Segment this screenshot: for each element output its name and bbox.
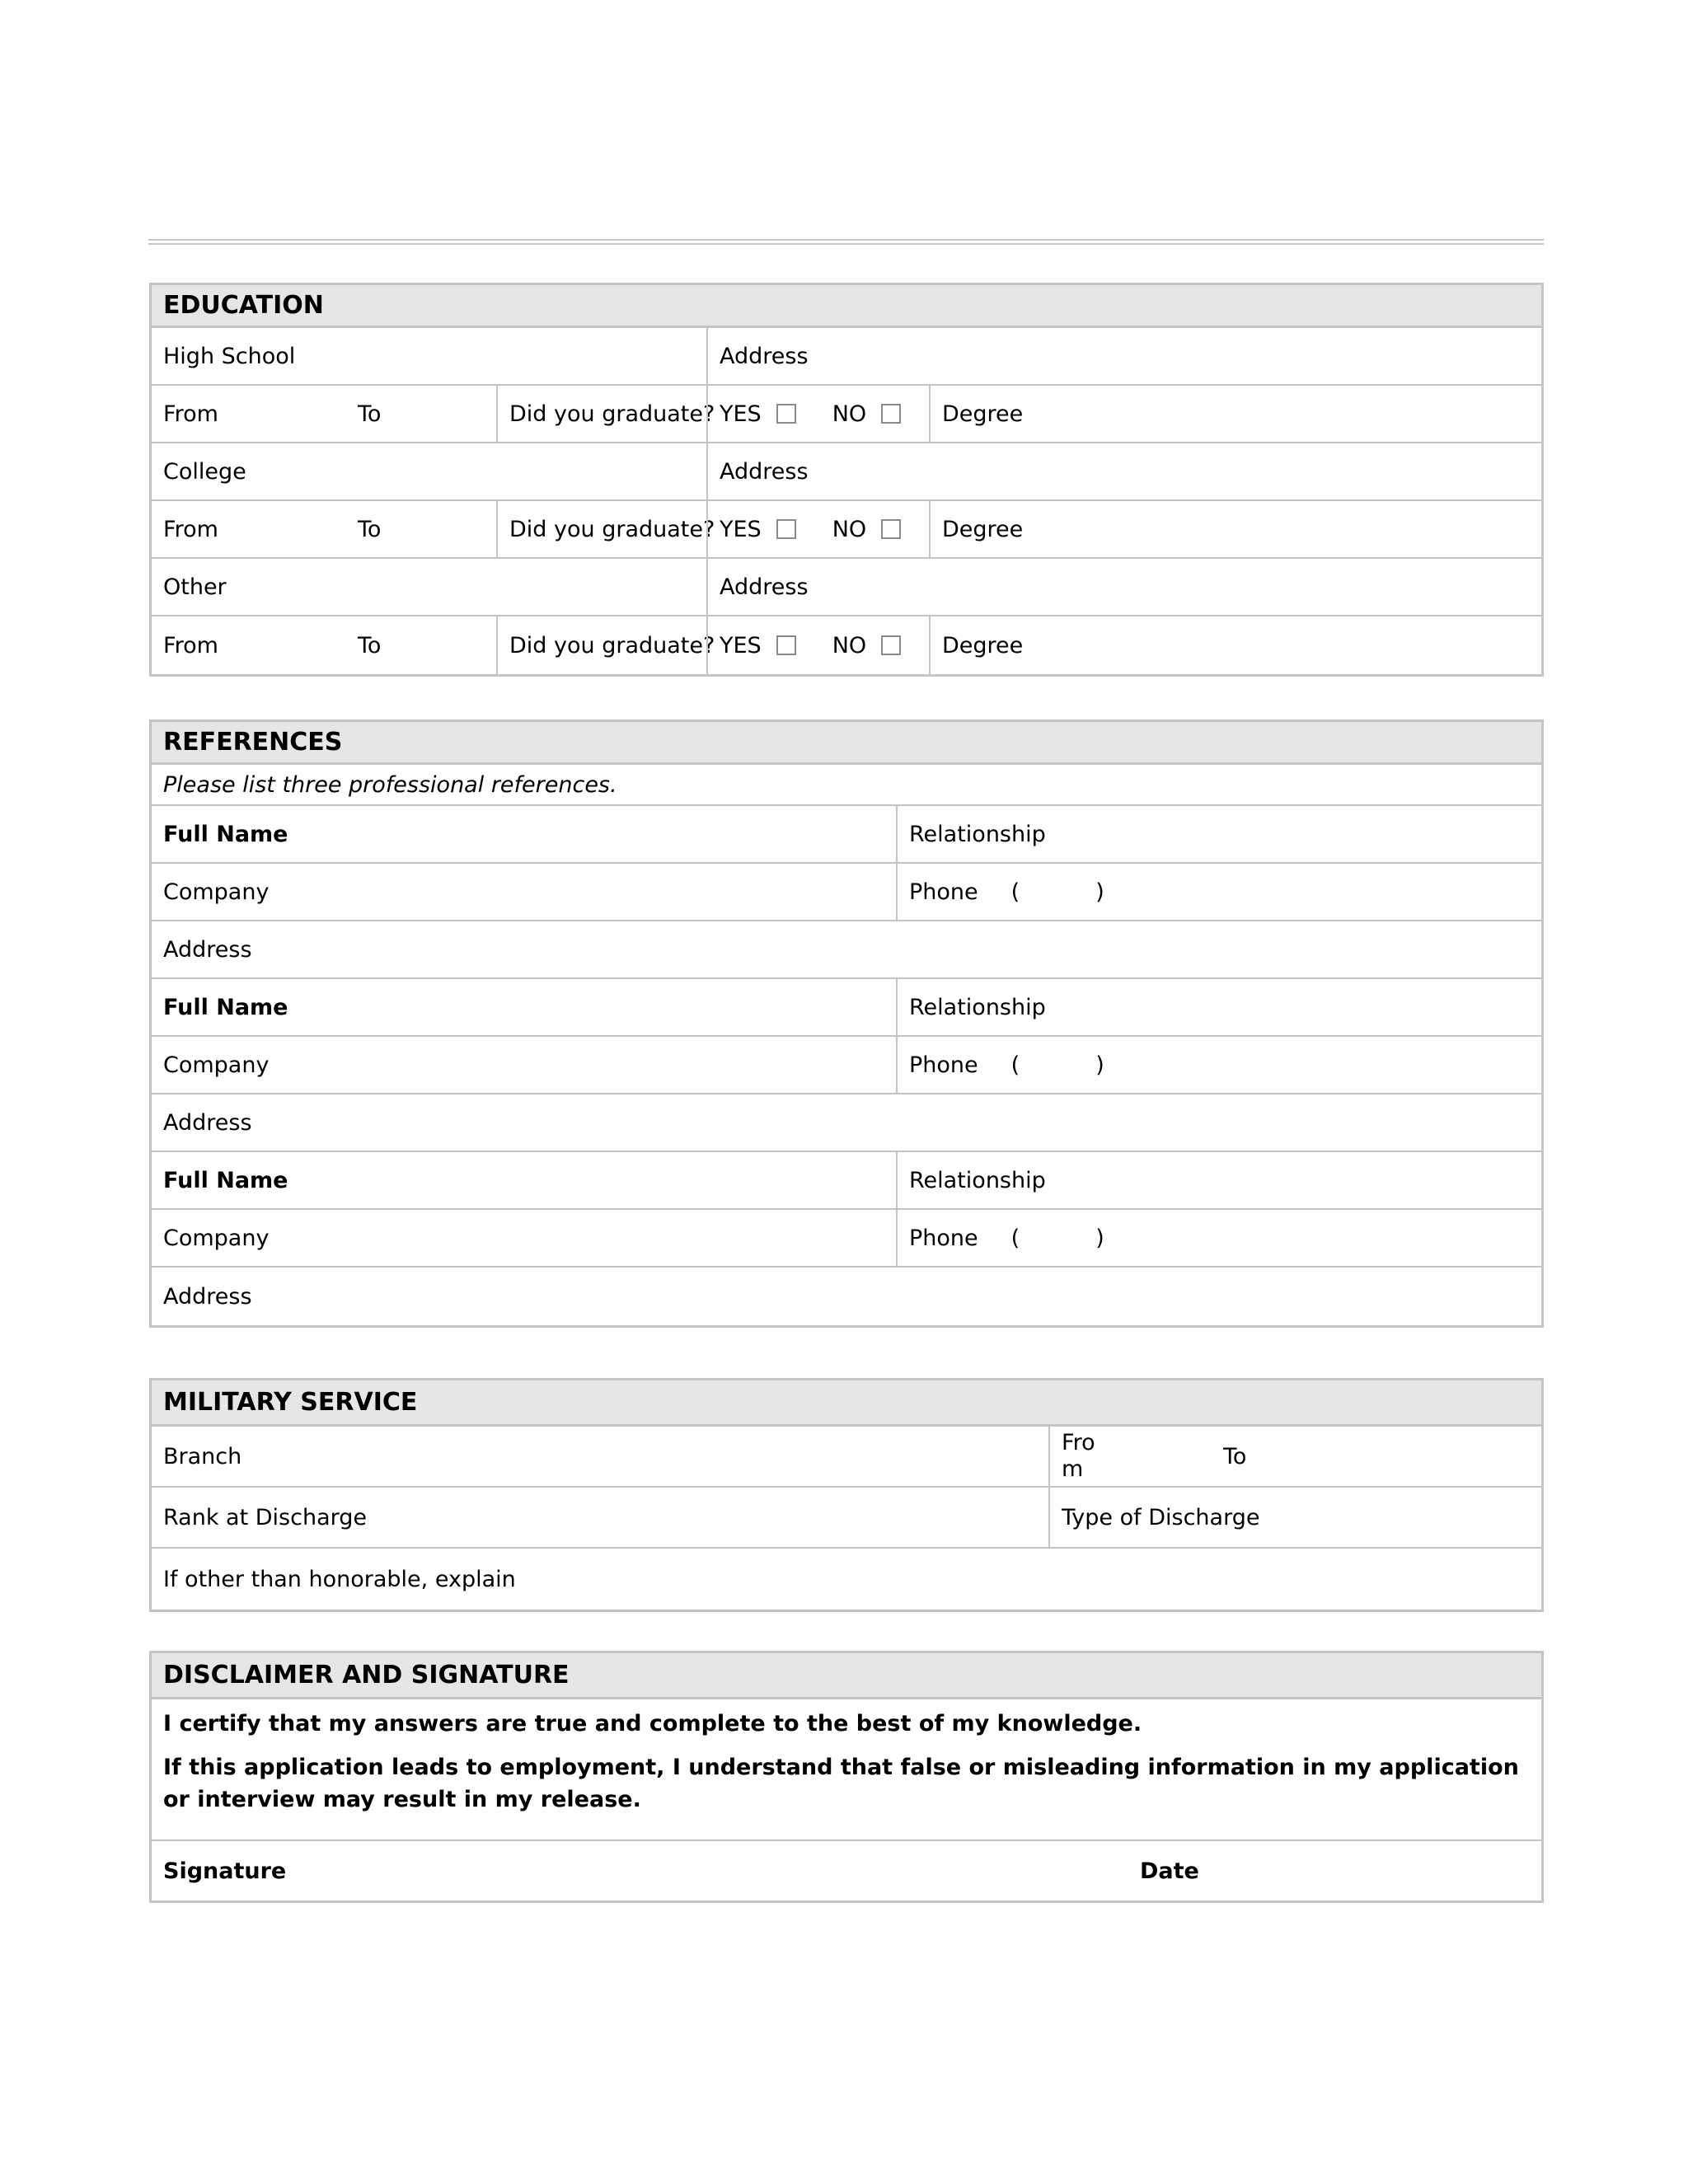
reference-full-name-field[interactable]: Full Name xyxy=(163,1167,288,1193)
yes-checkbox[interactable] xyxy=(776,635,796,655)
phone-label: Phone xyxy=(909,1225,978,1251)
education-dates-row xyxy=(152,386,1541,443)
reference-address-field[interactable]: Address xyxy=(163,936,252,963)
reference-phone-field[interactable] xyxy=(896,1037,1541,1093)
yes-checkbox[interactable] xyxy=(776,519,796,539)
reference-address-field[interactable]: Address xyxy=(163,1283,252,1310)
reference-company-field[interactable]: Company xyxy=(163,1052,270,1078)
to-label: To xyxy=(358,632,382,658)
disclaimer-header: DISCLAIMER AND SIGNATURE xyxy=(152,1653,1541,1699)
disclaimer-text-block xyxy=(152,1699,1541,1841)
college-address-field[interactable]: Address xyxy=(706,443,1541,499)
top-divider xyxy=(148,239,1544,245)
reference-relationship-field[interactable]: Relationship xyxy=(896,806,1541,862)
education-dates-row xyxy=(152,501,1541,559)
from-label: From xyxy=(163,401,218,427)
phone-label: Phone xyxy=(909,1052,978,1078)
date-field[interactable]: Date xyxy=(1140,1858,1199,1884)
reference-company-row xyxy=(152,864,1541,921)
to-label: To xyxy=(1223,1443,1247,1469)
education-school-row xyxy=(152,328,1541,386)
references-note: Please list three professional references. xyxy=(163,771,617,798)
no-checkbox[interactable] xyxy=(881,635,901,655)
reference-company-row xyxy=(152,1037,1541,1094)
reference-full-name-field[interactable]: Full Name xyxy=(163,994,288,1020)
military-section xyxy=(149,1378,1544,1612)
reference-address-row xyxy=(152,921,1541,979)
degree-field[interactable]: Degree xyxy=(929,386,1541,442)
reference-relationship-field[interactable]: Relationship xyxy=(896,979,1541,1035)
phone-label: Phone xyxy=(909,879,978,905)
education-header: EDUCATION xyxy=(152,285,1541,328)
other-school-field[interactable]: Other xyxy=(163,574,227,600)
degree-field[interactable]: Degree xyxy=(929,616,1541,674)
reference-name-row xyxy=(152,979,1541,1037)
military-rank-row xyxy=(152,1488,1541,1549)
from-label: From xyxy=(163,516,218,542)
to-label: To xyxy=(358,401,382,427)
military-branch-row xyxy=(152,1427,1541,1488)
high-school-address-field[interactable]: Address xyxy=(706,328,1541,384)
graduate-question: Did you graduate? xyxy=(496,386,706,442)
high-school-field[interactable]: High School xyxy=(163,343,296,369)
disclaimer-line-2: If this application leads to employment, I understand that false or misleading information in my application or interview may result in my release. xyxy=(163,1755,1519,1812)
phone-area-open: ( xyxy=(1010,1052,1020,1078)
reference-company-field[interactable]: Company xyxy=(163,1225,270,1251)
yes-label: YES xyxy=(720,632,762,658)
reference-address-field[interactable]: Address xyxy=(163,1109,252,1136)
reference-company-field[interactable]: Company xyxy=(163,879,270,905)
from-label: From xyxy=(163,632,218,658)
college-field[interactable]: College xyxy=(163,458,246,485)
reference-phone-field[interactable] xyxy=(896,1210,1541,1266)
education-dates-row xyxy=(152,616,1541,674)
education-school-row xyxy=(152,443,1541,501)
phone-area-close: ) xyxy=(1095,1052,1104,1078)
to-label: To xyxy=(358,516,382,542)
graduate-options xyxy=(706,386,929,442)
other-dates[interactable] xyxy=(152,616,496,674)
reference-address-row xyxy=(152,1094,1541,1152)
references-header: REFERENCES xyxy=(152,722,1541,765)
graduate-question: Did you graduate? xyxy=(496,501,706,557)
no-label: NO xyxy=(832,401,867,427)
other-address-field[interactable]: Address xyxy=(706,559,1541,615)
reference-full-name-field[interactable]: Full Name xyxy=(163,821,288,847)
discharge-type-field[interactable]: Type of Discharge xyxy=(1048,1488,1541,1547)
military-header: MILITARY SERVICE xyxy=(152,1380,1541,1427)
disclaimer-line-1: I certify that my answers are true and complete to the best of my knowledge. xyxy=(163,1711,1142,1736)
yes-label: YES xyxy=(720,401,762,427)
service-dates-field[interactable] xyxy=(1048,1427,1541,1486)
graduate-question: Did you graduate? xyxy=(496,616,706,674)
discharge-explain-field[interactable]: If other than honorable, explain xyxy=(163,1566,516,1592)
rank-at-discharge-field[interactable]: Rank at Discharge xyxy=(163,1504,367,1530)
no-label: NO xyxy=(832,632,867,658)
graduate-options xyxy=(706,616,929,674)
references-section xyxy=(149,719,1544,1328)
degree-field[interactable]: Degree xyxy=(929,501,1541,557)
military-explain-row xyxy=(152,1549,1541,1610)
disclaimer-section xyxy=(149,1651,1544,1903)
graduate-options xyxy=(706,501,929,557)
phone-area-open: ( xyxy=(1010,879,1020,905)
reference-relationship-field[interactable]: Relationship xyxy=(896,1152,1541,1208)
phone-area-open: ( xyxy=(1010,1225,1020,1251)
no-label: NO xyxy=(832,516,867,542)
from-label xyxy=(1062,1430,1223,1483)
references-note-row xyxy=(152,765,1541,806)
college-dates[interactable] xyxy=(152,501,496,557)
branch-field[interactable]: Branch xyxy=(163,1443,242,1469)
yes-checkbox[interactable] xyxy=(776,404,796,424)
reference-name-row xyxy=(152,806,1541,864)
reference-name-row xyxy=(152,1152,1541,1210)
yes-label: YES xyxy=(720,516,762,542)
education-school-row xyxy=(152,559,1541,616)
from-label-bottom: m xyxy=(1062,1456,1084,1482)
reference-address-row xyxy=(152,1268,1541,1325)
no-checkbox[interactable] xyxy=(881,519,901,539)
signature-field[interactable]: Signature xyxy=(163,1858,287,1884)
no-checkbox[interactable] xyxy=(881,404,901,424)
high-school-dates[interactable] xyxy=(152,386,496,442)
reference-company-row xyxy=(152,1210,1541,1268)
phone-area-close: ) xyxy=(1095,879,1104,905)
education-section xyxy=(149,283,1544,677)
signature-row xyxy=(152,1841,1541,1900)
reference-phone-field[interactable] xyxy=(896,864,1541,920)
phone-area-close: ) xyxy=(1095,1225,1104,1251)
from-label-top: Fro xyxy=(1062,1430,1095,1455)
